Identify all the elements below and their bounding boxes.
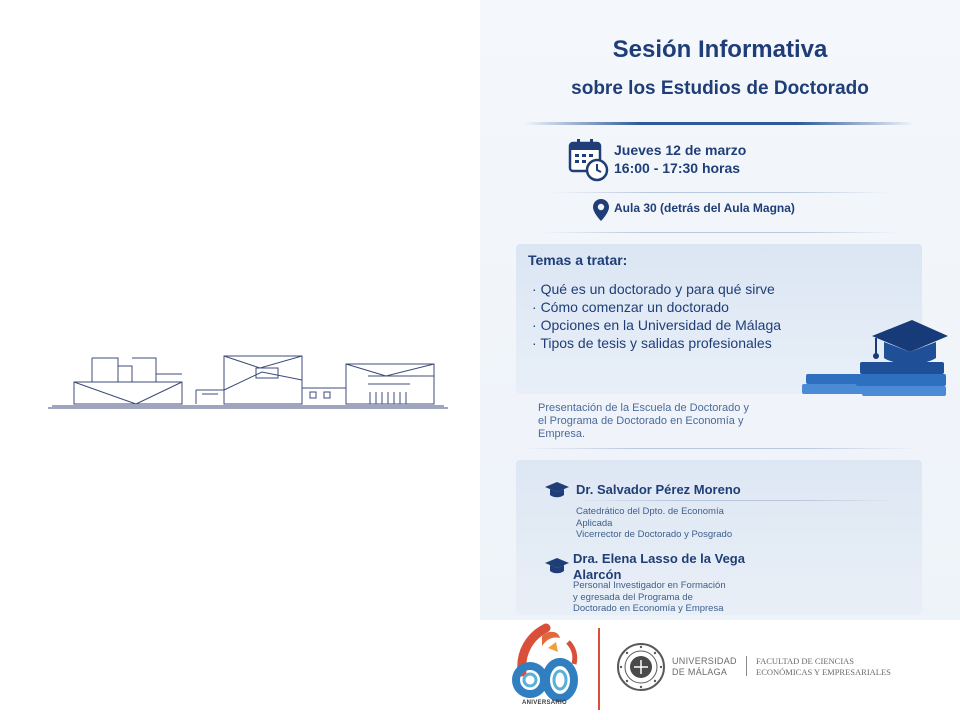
presentation-divider — [520, 448, 920, 449]
date-divider — [550, 192, 890, 193]
location-pin-icon — [592, 198, 610, 222]
event-date: Jueves 12 de marzo — [614, 142, 747, 158]
poster-title: Sesión Informativa — [612, 36, 828, 63]
faculty-name-line: FACULTAD DE CIENCIAS — [756, 656, 855, 666]
event-location — [592, 198, 795, 227]
presentation-line: el Programa de Doctorado en Economía y — [538, 415, 744, 427]
speaker-role-line: Vicerrector de Doctorado y Posgrado — [576, 529, 733, 540]
faculty-name-line: ECONÓMICAS Y EMPRESARIALES — [756, 667, 891, 677]
topic-item: · Cómo comenzar un doctorado — [532, 298, 781, 316]
title-divider — [524, 122, 914, 125]
event-datetime — [568, 138, 747, 187]
speaker-name — [573, 551, 745, 583]
topics-list — [532, 280, 781, 352]
event-date-time-text — [614, 141, 746, 177]
presentation-note — [538, 402, 808, 441]
mortarboard-icon — [544, 480, 570, 500]
calendar-clock-icon — [568, 138, 610, 182]
anniversary-label: ANIVERSARIO — [522, 700, 567, 706]
graduation-cap-books-icon — [800, 316, 950, 400]
event-time: 16:00 - 17:30 horas — [614, 160, 741, 176]
university-name-line: UNIVERSIDAD — [672, 656, 737, 666]
speaker-role-line: Catedrático del Dpto. de Economía — [576, 506, 724, 517]
speaker-role-line: Personal Investigador en Formación — [573, 580, 726, 591]
speaker-divider — [576, 500, 896, 501]
speaker-name-line: Dra. Elena Lasso de la Vega — [573, 551, 745, 566]
topic-item: · Opciones en la Universidad de Málaga — [532, 316, 781, 334]
university-name-line: DE MÁLAGA — [672, 667, 728, 677]
footer-logos — [508, 622, 928, 716]
speaker-role-line: y egresada del Programa de — [573, 591, 693, 603]
speaker-role — [576, 506, 732, 541]
presentation-line: Empresa. — [538, 428, 586, 440]
sixty-anniversary-logo — [508, 622, 588, 710]
presentation-line: Presentación de la Escuela de Doctorado y — [538, 402, 749, 414]
topics-heading: Temas a tratar: — [528, 252, 628, 268]
logo-divider — [598, 628, 600, 710]
speakers-section — [516, 460, 922, 615]
event-poster — [480, 0, 960, 620]
topic-item: · Tipos de tesis y salidas profesionales — [532, 334, 781, 352]
speaker-name: Dr. Salvador Pérez Moreno — [576, 482, 741, 497]
topic-item: · Qué es un doctorado y para qué sirve — [532, 280, 781, 298]
university-seal-icon — [616, 642, 666, 692]
speaker-name-line: Alarcón — [573, 567, 622, 582]
poster-subtitle: sobre los Estudios de Doctorado — [571, 78, 869, 99]
speaker-role-line: Aplicada — [576, 517, 613, 529]
location-divider — [540, 232, 900, 233]
speaker-role — [573, 580, 726, 615]
faculty-name — [756, 656, 891, 678]
logo-divider — [746, 656, 747, 676]
speaker-role-line: Doctorado en Economía y Empresa — [573, 603, 724, 614]
event-location-text: Aula 30 (detrás del Aula Magna) — [614, 201, 795, 215]
mortarboard-icon — [544, 556, 570, 576]
topics-section — [516, 244, 922, 394]
campus-building-illustration — [46, 352, 450, 414]
university-name — [672, 656, 737, 678]
